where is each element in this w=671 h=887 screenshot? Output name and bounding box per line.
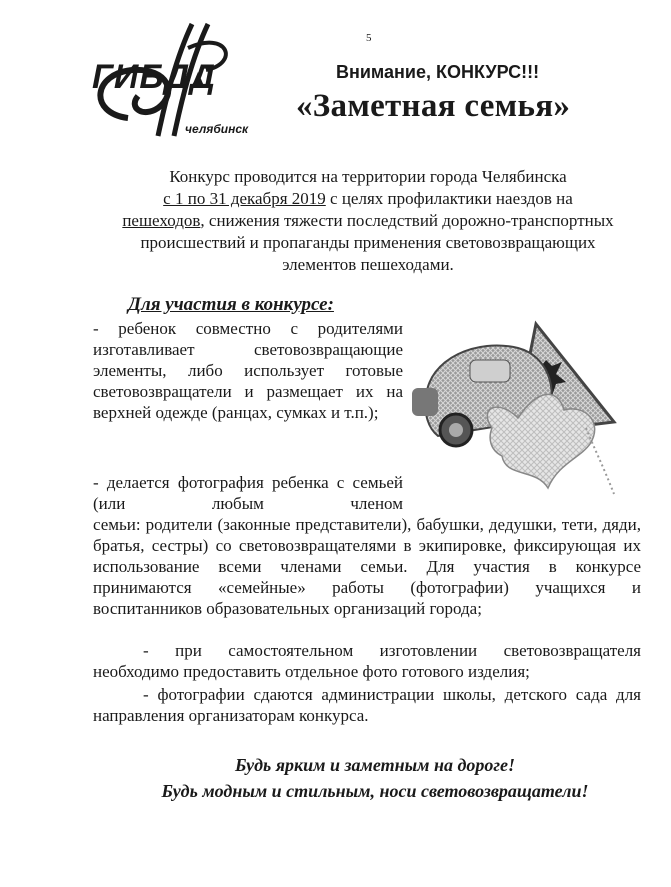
attention-heading: Внимание, КОНКУРС!!!	[336, 62, 540, 82]
bullet-4: - фотографии сдаются администрации школы, детского сада для направления организаторам конкурса.	[93, 685, 641, 725]
intro-line1: Конкурс проводится на территории города Челябинска	[169, 167, 567, 186]
bullet-3: - при самостоятельном изготовлении световозвращателя необходимо предоставить отдельное фото готового изделия;	[93, 641, 641, 681]
logo-city: челябинск	[185, 122, 249, 136]
page-number: 5	[366, 32, 372, 44]
slogan-2: Будь модным и стильным, носи световозвращатели!	[161, 781, 589, 801]
logo-text: ГИБДД	[92, 58, 216, 96]
intro-line3: , снижения тяжести последствий дорожно-транспортных происшествий и пропаганды применения световозвращающих элементов пешеходами.	[140, 211, 614, 274]
bullet-1: - ребенок совместно с родителями изготавливает световозвращающие элементы, либо использует готовые световозвращатели и размещает их на верхней одежде (ранцах, сумках и т.п.);	[93, 319, 403, 422]
intro-line2: с целях профилактики наездов на	[325, 189, 573, 208]
bullet-2-continued: семьи: родители (законные представители), бабушки, дедушки, тети, дяди, братья, сестры) со световозвращателями в экипировке, фиксирующая их использование всеми членами семьи. Для участия в конкурсе принимаются «семейные» работы (фотографии) учащихся и воспитанников образовательных организаций города;	[93, 515, 641, 618]
intro-paragraph	[108, 166, 628, 276]
reflector-illustration	[408, 318, 630, 508]
slogan-1: Будь ярким и заметным на дороге!	[234, 755, 516, 775]
slogans	[90, 752, 660, 804]
bullet-2-start: - делается фотография ребенка с семьей (или любым членом	[93, 473, 403, 513]
contest-title: «Заметная семья»	[296, 88, 571, 124]
participation-heading: Для участия в конкурсе:	[128, 294, 334, 315]
intro-pedestrians: пешеходов	[122, 211, 201, 230]
contest-dates: с 1 по 31 декабря 2019	[163, 189, 326, 208]
